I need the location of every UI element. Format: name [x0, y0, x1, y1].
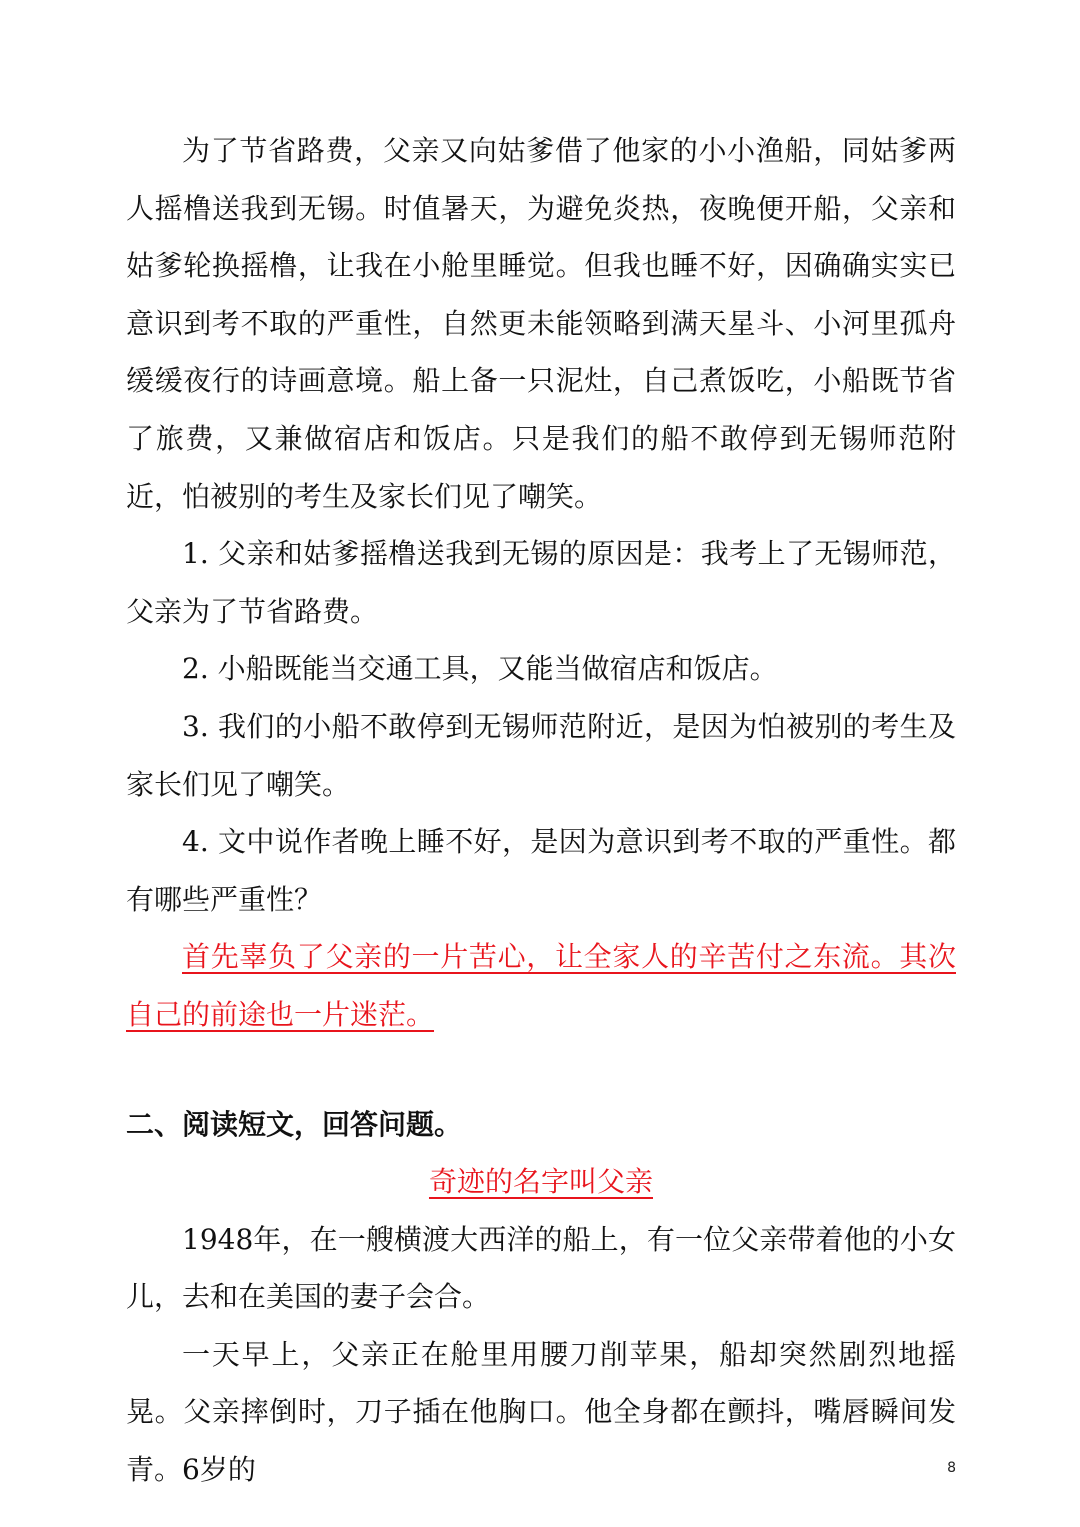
page-number: 8 — [947, 1460, 956, 1476]
story-paragraph-1: 1948年，在一艘横渡大西洋的船上，有一位父亲带着他的小女儿，去和在美国的妻子会合。 — [126, 1222, 956, 1314]
question-4: 4. 文中说作者晚上睡不好，是因为意识到考不取的严重性。都有哪些严重性？ — [126, 825, 956, 916]
page-content — [126, 122, 956, 1499]
question-3: 3. 我们的小船不敢停到无锡师范附近，是因为怕被别的考生及家长们见了嘲笑。 — [126, 709, 956, 801]
answer-4-paragraph — [126, 928, 956, 1043]
question-1: 1. 父亲和姑爹摇橹送我到无锡的原因是：我考上了无锡师范，父亲为了节省路费。 — [126, 537, 956, 628]
section-title: 二、阅读短文，回答问题。 — [126, 1107, 463, 1141]
answer-4: 首先辜负了父亲的一片苦心，让全家人的辛苦付之东流。其次自己的前途也一片迷茫。 — [126, 940, 956, 1031]
question-2: 2. 小船既能当交通工具，又能当做宿店和饭店。 — [182, 652, 778, 686]
passage-paragraph: 为了节省路费，父亲又向姑爹借了他家的小小渔船，同姑爹两人摇橹送我到无锡。时值暑天，为避免炎热，夜晚便开船，父亲和姑爹轮换摇橹，让我在小舱里睡觉。但我也睡不好，因确确实实已意识到考不取的严重性，自然更未能领略到满天星斗、小河里孤舟缓缓夜行的诗画意境。船上备一只泥灶，自己煮饭吃，小船既节省了旅费，又兼做宿店和饭店。只是我们的船不敢停到无锡师范附近，怕被别的考生及家长们见了嘲笑。 — [126, 134, 956, 513]
story-title: 奇迹的名字叫父亲 — [428, 1165, 653, 1199]
story-paragraph-2: 一天早上，父亲正在舱里用腰刀削苹果，船却突然剧烈地摇晃。父亲摔倒时，刀子插在他胸口。他全身都在颤抖，嘴唇瞬间发青。6岁的 — [126, 1337, 956, 1487]
